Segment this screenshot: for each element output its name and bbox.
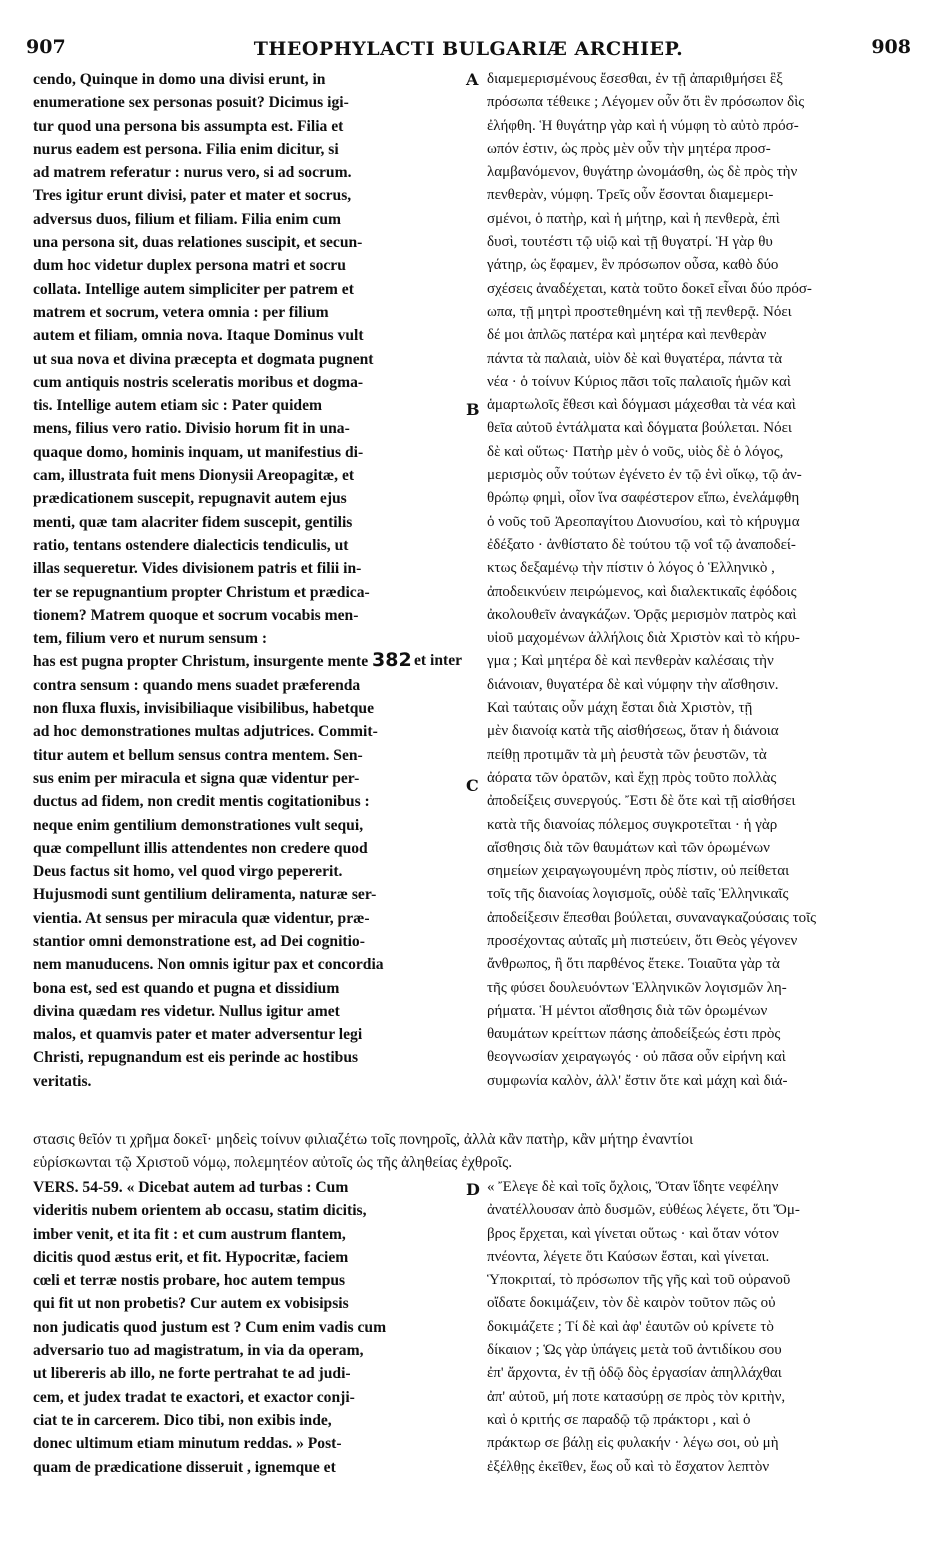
page-number-right: 908 [871,36,911,58]
greek-text-line: ἀόρατα τῶν ὁρατῶν, καὶ ἔχῃ πρὸς τοῦτο πολλὰς [487,769,777,786]
latin-text-line: nem manuducens. Non omnis igitur pax et concordia [33,956,384,974]
latin-text-line: cem, et judex tradat te exactori, et exactor conji- [33,1388,355,1406]
greek-text-line: θεογνωσίαν χειραγωγός · οὐ πᾶσα οὖν εἰρήνη καὶ [487,1049,786,1066]
greek-text-line: « Ἔλεγε δὲ καὶ τοῖς ὄχλοις, Ὅταν ἴδητε νεφέλην [487,1179,779,1195]
latin-text-line: dum hoc videtur duplex persona matri et socru [33,257,346,275]
latin-text-line: veritatis. [33,1072,92,1090]
column-number: 382 [372,649,412,671]
latin-text-line: mens, filius vero ratio. Divisio horum fit in una- [33,420,350,438]
greek-text-line: Ὑποκριταί, τὸ πρόσωπον τῆς γῆς καὶ τοῦ οὐρανοῦ [487,1272,791,1289]
greek-text-line: μὲν διανοίᾳ κατὰ τῆς αἰσθήσεως, ὅταν ἡ διάνοια [487,723,779,740]
greek-text-line: ἄνθρωπος, ἢ ὅτι παρθένος ἔτεκε. Τοιαῦτα γὰρ τὰ [487,956,780,973]
greek-text-line: ἀποδεικνύειν πειρώμενος, καὶ διαλεκτικαῖς ἐφόδοις [487,583,797,600]
latin-text-line: una persona sit, duas relationes suscipit, et secun- [33,234,363,252]
latin-text-line: cendo, Quinque in domo una divisi erunt, in [33,71,326,88]
latin-text-line: ut sua nova et divina præcepta et dogmata pugnent [33,350,374,368]
greek-text-line: δὲ καὶ οὕτως· Πατὴρ μὲν ὁ νοῦς, υἱὸς δὲ ὁ λόγος, [487,443,784,460]
latin-text-line: adversario tuo ad magistratum, in via da operam, [33,1342,364,1360]
latin-text-line: illas sequeretur. Vides divisionem patris et filii in- [33,560,362,578]
latin-text-line: dicitis quod æstus erit, et fit. Hypocritæ, faciem [33,1248,349,1266]
greek-text-line: δίκαιον ; Ὡς γὰρ ὑπάγεις μετὰ τοῦ ἀντιδίκου σου [487,1342,782,1359]
greek-column-bottom [487,1176,907,1479]
latin-text-line: enumeratione sex personas posuit? Dicimus igi- [33,94,349,112]
greek-text-line: ἀπ' αὐτοῦ, μή ποτε κατασύρῃ σε πρὸς τὸν κριτὴν, [487,1388,786,1405]
greek-text-line: σχέσεις ἀναδέχεται, κατὰ τοῦτο δοκεῖ εἶναι δύο πρόσ- [487,280,812,297]
latin-text-line: contra sensum : quando mens suadet præferenda [33,676,361,694]
latin-text-line: neque enim gentilium demonstrationes vult sequi, [33,816,364,834]
greek-text-line: θρώπῳ φημὶ, οἷον ἵνα σαφέστερον εἴπω, ἐνελάμφθη [487,490,800,507]
latin-text-line: qui fit ut non probetis? Cur autem ex vobisipsis [33,1295,349,1313]
latin-text-line: sus enim per miracula et signa quæ videntur per- [33,769,360,787]
greek-text-line: ἀκολουθεῖν ἀναγκάζων. Ὁρᾷς μερισμὸν πατρὸς καὶ [487,606,797,623]
latin-text-line: ductus ad fidem, non credit mentis cogitationibus : [33,793,370,811]
latin-text-line: cum antiquis nostris sceleratis moribus et dogma- [33,373,364,391]
latin-text-line: ad matrem referatur : nurus vero, si ad socrum. [33,164,352,182]
greek-column-top [487,68,907,1093]
greek-text-line: λαμβανόμενον, θυγάτηρ ὠνομάσθη, ὡς δὲ πρὸς τὴν [487,164,798,181]
greek-text-line: θεῖα αὐτοῦ ἐντάλματα καὶ δόγματα βούλεται. Νόει [487,420,792,437]
latin-text-line: quam de prædicatione disseruit , ignemque et [33,1458,336,1476]
latin-text-line: autem et filiam, omnia nova. Itaque Dominus vult [33,327,364,345]
latin-text-line: non fluxa fluxis, invisibiliaque visibilibus, habetque [33,700,375,718]
greek-text-line: πρόσωπα τέθεικε ; Λέγομεν οὖν ὅτι ἓν πρόσωπον δὶς [487,94,805,111]
latin-text-line: collata. Intellige autem simpliciter per patrem et [33,280,354,298]
greek-text-line: πείθῃ προτιμᾶν τὰ μὴ ῥευστὰ τῶν ῥευστῶν, τὰ [487,746,767,763]
greek-text-line: καὶ ὁ κριτής σε παραδῷ τῷ πράκτορι , καὶ ὁ [487,1411,751,1428]
greek-text-line: αἴσθησις διὰ τῶν θαυμάτων καὶ τῶν ὁρωμένων [487,839,770,856]
greek-text-line: ἐλήφθη. Ἡ θυγάτηρ γὰρ καὶ ἡ νύμφη τὸ αὐτὸ πρόσ- [487,117,799,134]
greek-text-line: διαμεμερισμένους ἔσεσθαι, ἐν τῇ ἀπαριθμήσει ἓξ [487,71,783,87]
section-marker-d: D [466,1180,480,1199]
section-marker-c: C [466,776,479,795]
latin-text-line: imber venit, et ita fit : et cum austrum flantem, [33,1225,346,1243]
greek-text-line: κτως δεξαμένῳ τὴν πίστιν ὁ λόγος ὁ Ἑλληνικὸ , [487,560,775,577]
greek-text-line: οἴδατε δοκιμάζειν, τὸν δὲ καιρὸν τοῦτον πῶς οὐ [487,1295,776,1312]
latin-text-line: non judicatis quod justum est ? Cum enim vadis cum [33,1318,387,1336]
greek-text-line: προσέχοντας αὐταῖς μὴ πιστεύειν, ὅτι Θεὸς γέγονεν [487,932,798,949]
latin-text-line: bona est, sed est quando et pugna et dissidium [33,979,340,997]
greek-text-line: κατὰ τῆς διανοίας πόλεμος συγκροτεῖται · ἡ γὰρ [487,816,778,833]
latin-text-line: matrem et socrum, vetera omnia : per filium [33,303,329,321]
latin-text-line: tem, filium vero et nurum sensum : [33,630,268,648]
greek-text-line: γμα ; Καὶ μητέρα δὲ καὶ πενθερὰν καλέσαις τὴν [487,653,774,670]
greek-text-line: μερισμὸς οὖν τούτων ἐγένετο ἐν τῷ ἑνὶ οἴκῳ, τῷ ἀν- [487,467,802,484]
latin-text-line: menti, quæ tam alacriter fidem suscepit, gentilis [33,513,353,531]
latin-text-line: cam, illustrata fuit mens Dionysii Areopagitæ, et [33,467,355,485]
greek-text-line: δοκιμάζετε ; Τί δὲ καὶ ἀφ' ἑαυτῶν οὐ κρίνετε τὸ [487,1318,774,1335]
latin-text-line: ut libereris ab illo, ne forte pertrahat te ad judi- [33,1365,351,1383]
latin-text-line: donec ultimum etiam minutum reddas. » Post- [33,1435,342,1453]
greek-text-line: συμφωνία καλὸν, ἀλλ' ἔστιν ὅτε καὶ μάχη καὶ διά- [487,1072,788,1089]
greek-text-line: σημείων χειραγωγουμένη πρὸς πίστιν, οὐ πείθεται [487,863,790,880]
latin-column-bottom [33,1176,465,1479]
latin-text-line: Hujusmodi sunt gentilium deliramenta, naturæ ser- [33,886,377,904]
latin-text-line: tur quod una persona bis assumpta est. Filia et [33,117,344,135]
latin-text-line: prædicationem suscepit, repugnavit autem ejus [33,490,347,508]
greek-text-line: πράκτωρ σε βάλῃ εἰς φυλακήν · λέγω σοι, οὐ μὴ [487,1435,779,1452]
page-header [26,36,911,62]
greek-text-line: σμένοι, ὁ πατὴρ, καὶ ἡ μήτηρ, καὶ ἡ πενθερὰ, ἐπὶ [487,210,780,227]
latin-text-line: malos, et quamvis pater et mater adversentur legi [33,1026,363,1044]
latin-text-line: stantior omni demonstratione est, ad Dei cognitio- [33,932,365,950]
greek-text-line: υἱοῦ μαχομένων ἀλλήλοις διὰ Χριστὸν καὶ τὸ κήρυ- [487,630,800,647]
latin-text-line: adversus duos, filium et filiam. Filia enim cum [33,210,341,228]
latin-text-line: nurus eadem est persona. Filia enim dicitur, si [33,140,339,158]
greek-text-line: ἀποδείξεις συνεργούς. Ἔστι δὲ ὅτε καὶ τῇ αἰσθήσει [487,793,796,810]
latin-text-line: ad hoc demonstrationes multas adjutrices. Commit- [33,723,378,741]
latin-text-line: Tres igitur erunt divisi, pater et mater et socrus, [33,187,352,205]
section-marker-a: A [466,70,479,89]
greek-span-line: στασις θεῖόν τι χρῆμα δοκεῖ· μηδεὶς τοίνυν φιλιαζέτω τοῖς πονηροῖς, ἀλλὰ κἂν πατὴρ, κἂν μήτηρ ἐναντίοι [33,1131,694,1148]
greek-text-line: ωπόν ἐστιν, ὡς πρὸς μὲν οὖν τὴν μητέρα προσ- [487,140,771,157]
greek-text-line: δυσὶ, τουτέστι τῷ υἱῷ καὶ τῇ θυγατρί. Ἡ γὰρ θυ [487,234,773,251]
latin-text-line: ter se repugnantium propter Christum et prædica- [33,583,370,601]
latin-text-line: ratio, tentans ostendere dialecticis tendiculis, ut [33,536,349,554]
greek-text-line: γάτηρ, ὡς ἔφαμεν, ἓν πρόσωπον οὖσα, καθὸ δύο [487,257,779,274]
latin-text-line: Deus factus sit homo, vel quod virgo pepererit. [33,863,343,881]
page-number-left: 907 [26,36,66,58]
latin-text-line: cœli et terræ nostis probare, hoc autem tempus [33,1272,346,1290]
latin-text-line: titur autem et bellum sensus contra mentem. Sen- [33,746,363,764]
greek-text-line: τῆς φύσει δουλευόντων Ἑλληνικῶν λογισμῶν λη- [487,979,787,996]
section-marker-b: B [466,400,480,419]
greek-text-line: ωπα, τῇ μητρὶ προστεθημένη καὶ τῇ πενθερᾷ. Νόει [487,303,792,320]
greek-text-line: δέ μοι ἁπλῶς πατέρα καὶ μητέρα καὶ πενθερὰν [487,327,767,344]
greek-text-line: ὁ νοῦς τοῦ Ἀρεοπαγίτου Διονυσίου, καὶ τὸ κήρυγμα [487,513,800,530]
greek-text-line: νέα · ὁ τοίνυν Κύριος πᾶσι τοῖς παλαιοῖς ἡμῶν καὶ [487,373,791,390]
greek-span-line: εὑρίσκωνται τῷ Χριστοῦ νόμῳ, πολεμητέον αὐτοῖς ὡς τῆς ἀληθείας ἐχθροῖς. [33,1154,513,1172]
greek-text-line: ἐξέλθῃς ἐκεῖθεν, ἕως οὗ καὶ τὸ ἔσχατον λεπτὸν [487,1458,770,1475]
greek-text-line: θαυμάτων κρείττων πάσης ἀποδείξεώς ἐστι πρὸς [487,1026,781,1043]
greek-text-line: ρήματα. Ἡ μέντοι αἴσθησις διὰ τῶν ὁρωμένων [487,1002,768,1019]
latin-text-line: tionem? Matrem quoque et socrum vocabis men- [33,606,359,624]
latin-text-line: quaque domo, hominis inquam, ut manifestius di- [33,443,364,461]
greek-text-line: ἁμαρτωλοῖς ἔθεσι καὶ δόγμασι μάχεσθαι τὰ νέα καὶ [487,397,796,414]
latin-text-line: vientia. At sensus per miracula quæ videntur, præ- [33,909,370,927]
latin-text-line: tis. Intellige autem etiam sic : Pater quidem [33,397,323,415]
greek-text-line: ἀποδείξεσιν ἕπεσθαι βούλεται, συναναγκαζούσαις τοῖς [487,909,817,926]
greek-text-line: τοῖς τῆς διανοίας λογισμοῖς, οὐδὲ ταῖς Ἑλληνικαῖς [487,886,789,903]
greek-text-line: πενθερὰν, νύμφη. Τρεῖς οὖν ἔσονται διαμεμερι- [487,187,774,204]
latin-text-line: videritis nubem orientem ab occasu, statim dicitis, [33,1202,367,1220]
greek-text-line: ἀνατέλλουσαν ἀπὸ δυσμῶν, εὐθέως λέγετε, ὅτι Ὄμ- [487,1202,800,1219]
latin-text-line: VERS. 54-59. « Dicebat autem ad turbas : Cum [33,1179,349,1196]
latin-text-line: divina quædam res videtur. Nullus igitur amet [33,1002,340,1020]
greek-text-line: πνέοντα, λέγετε ὅτι Καύσων ἔσται, καὶ γίνεται. [487,1248,770,1265]
latin-text-line: quæ compellunt illis attendentes non credere quod [33,839,368,857]
greek-text-line: ἐπ' ἄρχοντα, ἐν τῇ ὁδῷ δὸς ἐργασίαν ἀπηλλάχθαι [487,1365,782,1382]
latin-column-top [33,68,465,1093]
greek-text-line: Καὶ ταύταις οὖν μάχη ἔσται διὰ Χριστὸν, τῇ [487,700,753,717]
greek-text-line: διάνοιαν, θυγατέρα δὲ καὶ νύμφην τὴν αἴσθησιν. [487,676,779,693]
latin-text-line: has est pugna propter Christum, insurgente mente [33,653,369,671]
greek-text-line: πάντα τὰ παλαιὰ, υἱὸν δὲ καὶ θυγατέρα, πάντα τὰ [487,350,783,367]
running-title: THEOPHYLACTI BULGARIÆ ARCHIEP. [253,38,684,60]
greek-text-line: βρος ἔρχεται, καὶ γίνεται οὕτως · καὶ ὅταν νότον [487,1225,779,1242]
latin-line-suffix: et inter [414,652,463,669]
latin-text-line: Christi, repugnandum est eis perinde ac hostibus [33,1049,359,1067]
full-width-lines [33,1128,913,1175]
latin-text-line: ciat te in carcerem. Dico tibi, non exibis inde, [33,1411,332,1429]
greek-text-line: ἐδέξατο · ἀνθίστατο δὲ τούτου τῷ νοΐ τῷ ἀναποδεί- [487,536,796,553]
